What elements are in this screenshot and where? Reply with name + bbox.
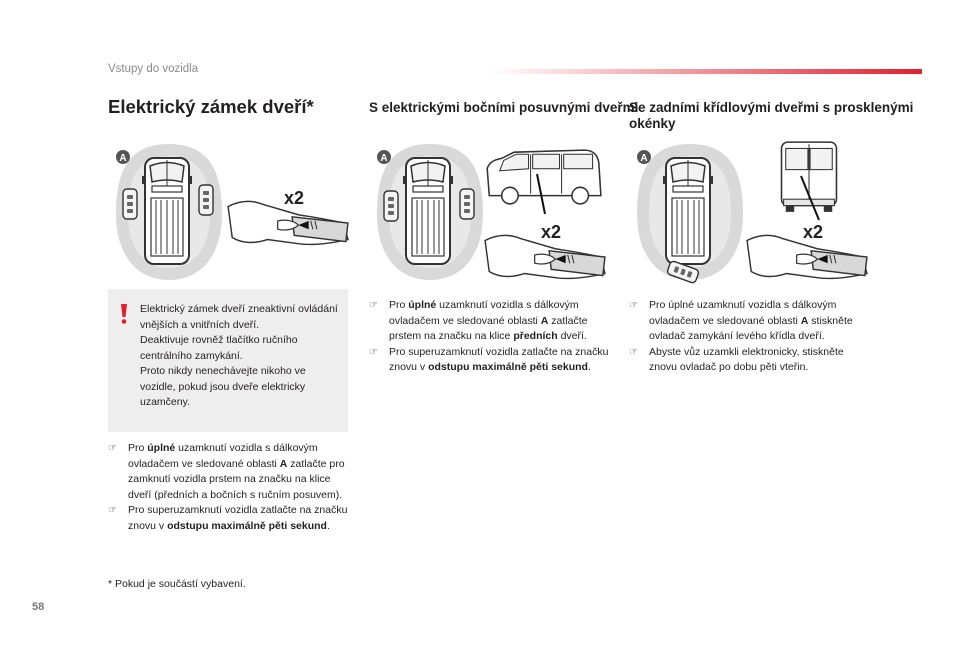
bullet-list: [629, 298, 869, 376]
key-fob-icon: [199, 185, 213, 215]
body-text: uzamknutí vozidla s dálkovým ovladačem ve sledované oblasti: [389, 299, 579, 327]
sliding-door-illustration: [369, 140, 619, 290]
emphasis-text: odstupu maximálně pěti sekund: [428, 361, 588, 373]
body-text: Pro úplné uzamknutí vozidla s dálkovým ovladačem ve sledované oblasti: [649, 299, 837, 327]
bullet-list: [369, 298, 614, 376]
body-text: Pro: [128, 442, 148, 454]
list-item: [629, 298, 869, 345]
body-text: .: [587, 361, 591, 373]
wing-door-illustration: [629, 140, 879, 290]
emphasis-text: A: [540, 314, 549, 327]
page-title: Elektrický zámek dveří*: [108, 96, 314, 117]
van-rear-view-icon: [782, 142, 837, 212]
pointing-hand-icon: ☞: [629, 300, 638, 311]
key-fob-icon: [460, 189, 474, 219]
van-side-view-icon: [487, 150, 601, 204]
list-item: [369, 345, 614, 376]
key-fob-icon: [123, 189, 137, 219]
pointing-hand-icon: ☞: [369, 346, 378, 358]
list-item: [108, 503, 353, 534]
body-text: Pro: [389, 299, 409, 311]
pointing-hand-icon: ☞: [369, 300, 378, 311]
sliding-doors-title: S elektrickými bočními posuvnými dveřmi: [369, 100, 639, 115]
body-text: .: [326, 519, 330, 532]
body-text: Pro superuzamknutí vozidla zatlačte na značku znovu v: [389, 345, 609, 373]
van-top-view: [142, 158, 192, 264]
press-count: x2: [284, 188, 305, 208]
list-item: [108, 441, 353, 503]
van-top-view: [663, 158, 713, 264]
warning-line: Proto nikdy nenechávejte nikoho ve vozidle, pokud jsou dveře elektricky uzamčeny.: [140, 365, 306, 408]
pointing-hand-icon: ☞: [108, 505, 117, 516]
footnote: * Pokud je součástí vybavení.: [108, 578, 246, 590]
exclamation-icon: [118, 303, 130, 325]
emphasis-text: úplné: [408, 299, 437, 311]
pointing-hand-icon: ☞: [108, 443, 117, 454]
list-item: [369, 298, 614, 345]
wing-doors-title: Se zadními křídlovými dveřmi s prosklenými okénky: [629, 100, 914, 131]
body-text: uzamknutí vozidla s dálkovým ovladačem ve sledované oblasti: [128, 442, 318, 470]
body-text: zatlačte prstem na značku na klice: [389, 314, 588, 342]
body-text: dveří.: [557, 330, 587, 342]
header-rule: [490, 69, 922, 74]
bullet-list: [108, 441, 353, 534]
emphasis-text: předních: [513, 330, 558, 342]
body-text: Abyste vůz uzamkli elektronicky, stiskněte znovu ovladač po dobu pěti vteřin.: [649, 345, 844, 373]
emphasis-text: A: [800, 314, 809, 327]
body-text: stiskněte ovladač zamykání levého křídla dveří.: [649, 314, 853, 342]
door-lock-illustration: [108, 140, 358, 290]
pointing-hand-icon: ☞: [629, 346, 638, 358]
list-item: [629, 345, 869, 376]
key-fob-icon: [384, 191, 398, 221]
warning-line: Deaktivuje rovněž tlačítko ručního centrálního zamykání.: [140, 334, 298, 362]
body-text: Pro superuzamknutí vozidla zatlačte na značku znovu v: [128, 504, 348, 532]
body-text: zatlačte pro zamknutí vozidla prstem na značku na klice dveří (předních a bočních s ručním posuvem).: [128, 457, 345, 501]
warning-line: Elektrický zámek dveří zneaktivní ovládání vnějších a vnitřních dveří.: [140, 303, 338, 331]
press-count: x2: [803, 222, 824, 242]
section-header: Vstupy do vozidla: [108, 63, 199, 75]
warning-note: [108, 289, 348, 432]
zone-label: A: [640, 153, 648, 164]
zone-label: A: [380, 153, 388, 164]
emphasis-text: A: [279, 457, 288, 470]
page-number: 58: [32, 601, 45, 613]
van-top-view: [403, 158, 453, 264]
emphasis-text: úplné: [147, 442, 176, 454]
emphasis-text: odstupu maximálně pěti sekund: [167, 519, 327, 532]
press-count: x2: [541, 222, 562, 242]
zone-label: A: [119, 153, 127, 164]
